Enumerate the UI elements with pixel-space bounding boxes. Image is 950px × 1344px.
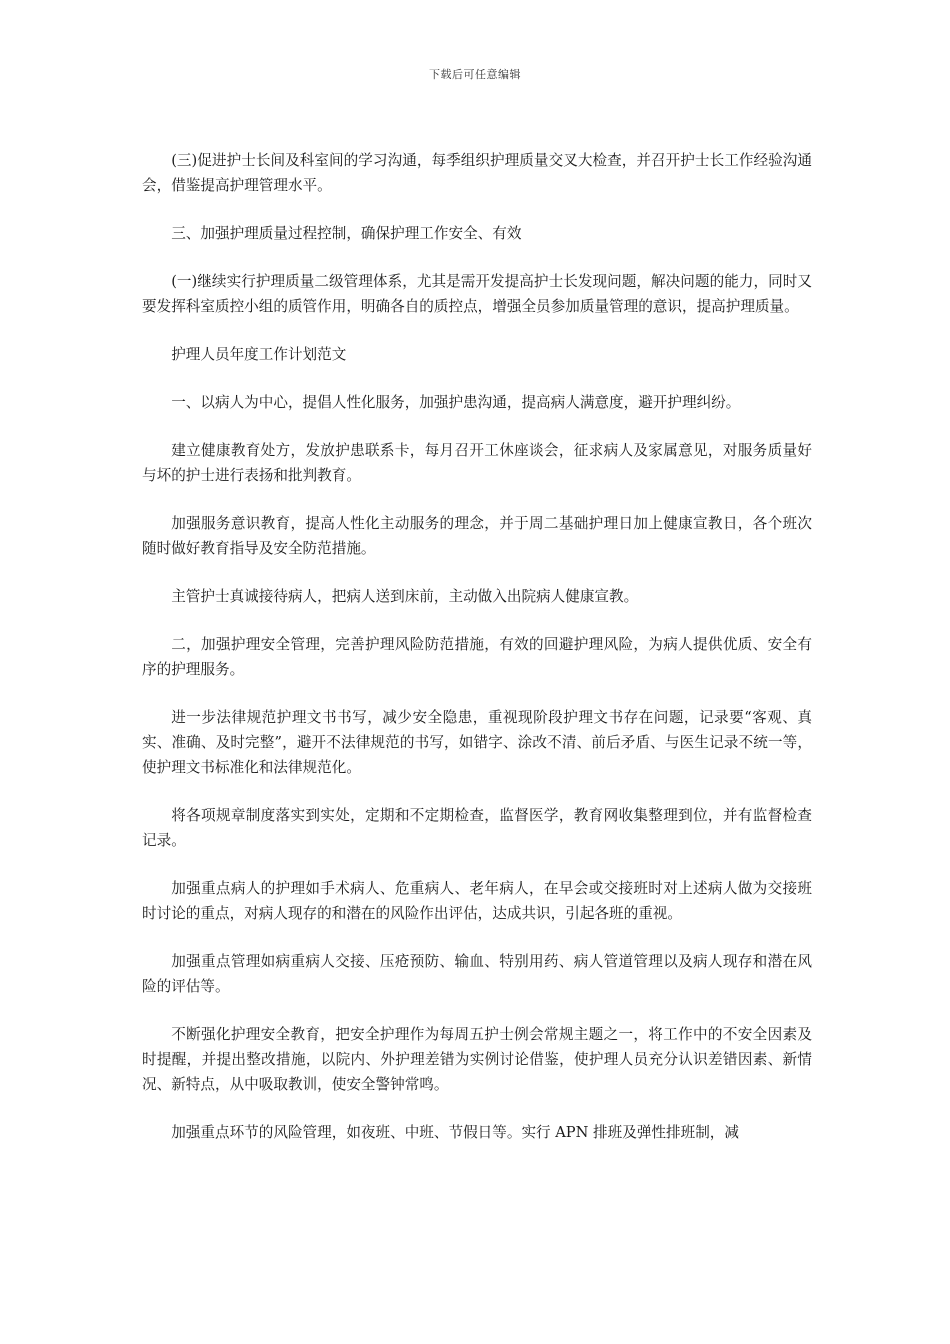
- paragraph: (三)促进护士长间及科室间的学习沟通，每季组织护理质量交叉大检查，并召开护士长工作经验沟通会，借鉴提高护理管理水平。: [142, 152, 812, 194]
- paragraph: 加强重点管理如病重病人交接、压疮预防、输血、特别用药、病人管道管理以及病人现存和潜在风险的评估等。: [142, 953, 812, 995]
- paragraph: 主管护士真诚接待病人，把病人送到床前，主动做入出院病人健康宣教。: [171, 588, 639, 605]
- paragraph: (一)继续实行护理质量二级管理体系，尤其是需开发提高护士长发现问题，解决问题的能力，同时又要发挥科室质控小组的质管作用，明确各自的质控点，增强全员参加质量管理的意识，提高护理质量。: [142, 273, 812, 315]
- document-title: 护理人员年度工作计划范文: [171, 346, 347, 363]
- section-heading: 二，加强护理安全管理，完善护理风险防范措施，有效的回避护理风险，为病人提供优质、安全有序的护理服务。: [142, 636, 812, 678]
- paragraph: 建立健康教育处方，发放护患联系卡，每月召开工休座谈会，征求病人及家属意见，对服务质量好与坏的护士进行表扬和批判教育。: [142, 442, 812, 484]
- paragraph: 加强服务意识教育，提高人性化主动服务的理念，并于周二基础护理日加上健康宣教日，各个班次随时做好教育指导及安全防范措施。: [142, 515, 812, 557]
- section-heading: 三、加强护理质量过程控制，确保护理工作安全、有效: [171, 225, 522, 242]
- paragraph: 进一步法律规范护理文书书写，减少安全隐患，重视现阶段护理文书存在问题，记录要“客观、真实、准确、及时完整”，避开不法律规范的书写，如错字、涂改不清、前后矛盾、与医生记录不统一等，使护理文书标准化和法律规范化。: [142, 709, 812, 776]
- page-header: 下载后可任意编辑: [429, 68, 521, 81]
- paragraph: 加强重点环节的风险管理，如夜班、中班、节假日等。实行 APN 排班及弹性排班制，减: [171, 1124, 739, 1141]
- section-heading: 一、以病人为中心，提倡人性化服务，加强护患沟通，提高病人满意度，避开护理纠纷。: [171, 394, 741, 411]
- paragraph: 加强重点病人的护理如手术病人、危重病人、老年病人，在早会或交接班时对上述病人做为交接班时讨论的重点，对病人现存的和潜在的风险作出评估，达成共识，引起各班的重视。: [142, 880, 812, 922]
- paragraph: 不断强化护理安全教育，把安全护理作为每周五护士例会常规主题之一，将工作中的不安全因素及时提醒，并提出整改措施，以院内、外护理差错为实例讨论借鉴，使护理人员充分认识差错因素、新情况、新特点，从中吸取教训，使安全警钟常鸣。: [142, 1026, 812, 1093]
- paragraph: 将各项规章制度落实到实处，定期和不定期检查，监督医学，教育网收集整理到位，并有监督检查记录。: [142, 807, 812, 849]
- document-body: [142, 148, 812, 1168]
